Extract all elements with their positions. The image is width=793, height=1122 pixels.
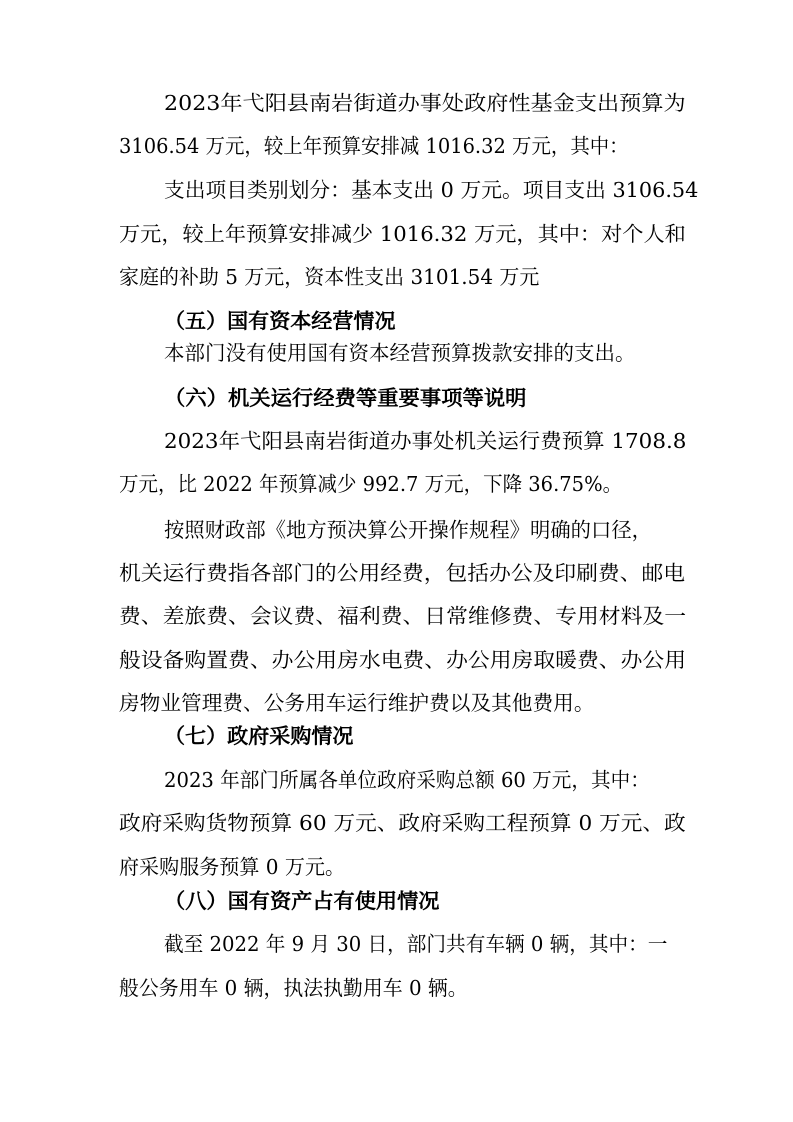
paragraph-line: 截至 2022 年 9 月 30 日，部门共有车辆 0 辆，其中：一 — [164, 932, 668, 956]
paragraph-line: 政府采购货物预算 60 万元、政府采购工程预算 0 万元、政 — [119, 811, 686, 835]
paragraph-line: 2023 年部门所属各单位政府采购总额 60 万元，其中： — [164, 768, 650, 792]
paragraph-line: 般设备购置费、办公用房水电费、办公用房取暖费、办公用 — [119, 648, 686, 672]
paragraph-line: 万元，比 2022 年预算减少 992.7 万元，下降 36.75%。 — [119, 472, 623, 496]
section-heading-text: （七）政府采购情况 — [164, 724, 354, 748]
section-heading-text: （六）机关运行经费等重要事项等说明 — [164, 386, 527, 410]
paragraph-line: 支出项目类别划分：基本支出 0 万元。项目支出 3106.54 — [164, 178, 699, 202]
paragraph-line: 家庭的补助 5 万元，资本性支出 3101.54 万元 — [119, 265, 540, 289]
paragraph-line: 费、差旅费、会议费、福利费、日常维修费、专用材料及一 — [119, 604, 686, 628]
paragraph-line: 2023年弋阳县南岩街道办事处政府性基金支出预算为 — [164, 91, 686, 115]
paragraph-line: 机关运行费指各部门的公用经费，包括办公及印刷费、邮电 — [119, 561, 685, 585]
paragraph-line: 按照财政部《地方预决算公开操作规程》明确的口径， — [164, 518, 652, 542]
paragraph-line: 本部门没有使用国有资本经营预算拨款安排的支出。 — [164, 341, 636, 365]
section-heading-text: （五）国有资本经营情况 — [164, 309, 396, 333]
paragraph-line: 万元，较上年预算安排减少 1016.32 万元，其中：对个人和 — [119, 222, 686, 246]
paragraph-line: 2023年弋阳县南岩街道办事处机关运行费预算 1708.8 — [164, 429, 687, 453]
paragraph-line: 房物业管理费、公务用车运行维护费以及其他费用。 — [119, 691, 595, 715]
paragraph-line: 府采购服务预算 0 万元。 — [119, 855, 346, 879]
paragraph-line: 般公务用车 0 辆，执法执勤用车 0 辆。 — [119, 976, 468, 1000]
section-heading-text: （八）国有资产占有使用情况 — [164, 889, 440, 913]
paragraph-line: 3106.54 万元，较上年预算安排减 1016.32 万元，其中： — [119, 134, 629, 158]
